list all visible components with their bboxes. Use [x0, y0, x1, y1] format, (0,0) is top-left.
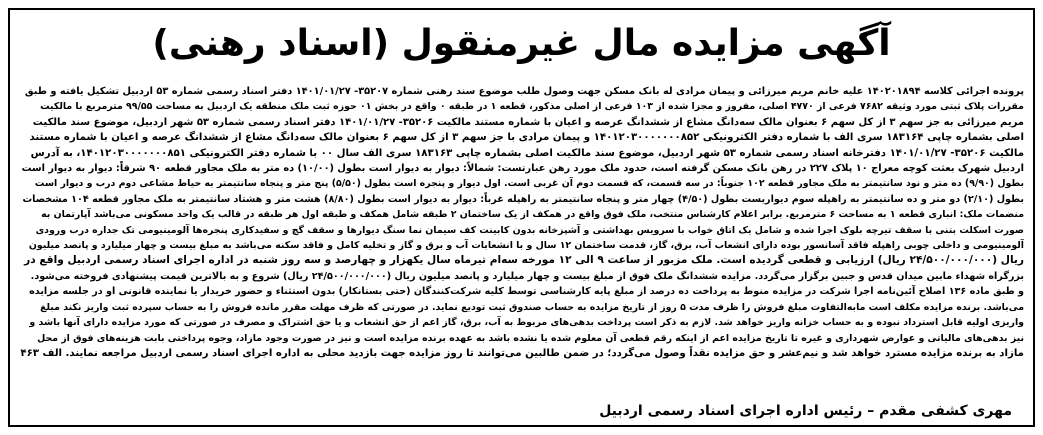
notice-body-line: مقررات پلاک ثبتی مورد وثیقه ۷۶۸۲ فرعی از ۴۷۷۰ اصلی، مفروز و مجزا شده از ۱۰۳ فرعی از اصلی مذکور، قطعه ۱ در طبقه ۰ واقع در بخش ۰۱ حوزه ثبت ملک منطقه یک اردبیل به مساحت ۹۹/۵۵ مترمربع با مالکیت	[40, 101, 1024, 113]
notice-body-line: اردبیل شهرک بعثت کوچه معراج ۱۰ پلاک ۲۲۷ در رهن بانک مسکن گرفته است، حدود ملک مورد رهن عبارتست: شمالاً: دیوار به دیوار است بطول (۱۰/۰۰) ده متر به ملک مجاور قطعه ۹۰ شرقاً: دیوار به دیوار است	[21, 163, 1024, 175]
notice-body-line: اصلی بشماره چاپی ۱۸۳۱۶۴ سری الف با شماره دفتر الکترونیکی ۱۴۰۱۲۰۳۰۰۰۰۰۰۰۸۵۲ و پیمان مرادی با جز سهم ۳ از کل سهم ۶ بعنوان مالک سه‌دانگ مشاع از ششدانگ عرصه و اعیان با شماره مستند	[29, 132, 1024, 144]
notice-body-line: مریم میرزائی به جز سهم ۳ از کل سهم ۶ بعنوان مالک سه‌دانگ مشاع از ششدانگ عرصه و اعیان با شماره مستند مالکیت ۳۵۲۰۶- ۱۴۰۱/۰۱/۲۷ دفتر اسناد رسمی شماره ۵۳ شهر اردبیل، موضوع سند مالکیت	[32, 116, 1024, 128]
notice-body-line: بطول (۹/۹۰) ده متر و نود سانتیمتر به ملک مجاور قطعه ۱۰۲ جنوباً: در سه قسمت، که قسمت دوم آن غربی است. اول دیوار و پنجره است بطول (۵/۵۰) پنج متر و پنجاه سانتیمتر به حیاط مشاعی دوم درب و دیوار است	[34, 178, 1024, 190]
notice-body-line: آلومینیومی و داخلی چوبی راهپله فاقد آسانسور بوده دارای انشعاب آب، برق، گاز، قدمت ساختمان ۱۲ سال و با انشعابات آب و برق و گاز و تخلیه کامل و فاقد سکنه می‌باشد به مبلغ بیست و چهار میلیارد و پانصد میلیون	[28, 240, 1024, 252]
notice-body-line: و طبق ماده ۱۳۶ اصلاح آئین‌نامه اجرا شرکت در مزایده منوط به پرداخت ده درصد از مبلغ پایه کارشناسی توسط کلیه شرکت‌کنندگان (حتی بستانکار) بدون استثناء و حضور خریدار یا نماینده قانونی او در جلسه مزایده	[29, 286, 1024, 298]
notice-body-line: مازاد به برنده مزایده مسترد خواهد شد و نیم‌عشر و حق مزایده نقداً وصول می‌گردد؛ در ضمن طالبین می‌توانند تا روز مزایده جهت بازدید محلی به اداره اجرای اسناد رسمی اردبیل مراجعه نمایند. الف ۴۶۳	[20, 347, 1024, 359]
notice-body-line: پرونده اجرائی کلاسه ۱۴۰۲۰۱۸۹۴ علیه خانم مریم میرزائی و پیمان مرادی له بانک مسکن جهت وصول طلب موضوع سند رهنی شماره ۳۵۲۰۷- ۱۴۰۱/۰۱/۲۷ دفتر اسناد رسمی شماره ۵۳ اردبیل تشکیل یافته و طبق	[24, 86, 1024, 97]
auction-notice	[8, 8, 1035, 427]
notice-title: آگهی مزایده مال غیرمنقول (اسناد رهنی)	[152, 23, 891, 64]
notice-body-line: بطول (۲/۱۰) دو متر و ده سانتیمتر به راهپله سوم دیواریست بطول (۴/۵۰) چهار متر و پنجاه سانتیمتر به راهپله غرباً: دیوار به دیوار است بطول (۸/۸۰) هشت متر و هشتاد سانتیمتر به ملک مجاور قطعه ۱۰۴ مشخصات	[22, 193, 1024, 205]
signature-row	[19, 401, 1024, 421]
notice-body	[19, 84, 1024, 361]
notice-body-line: منضمات ملک: انباری قطعه ۱ به مساحت ۶ مترمربع. برابر اعلام کارشناس منتخب، ملک فوق واقع در همکف از یک ساختمان ۲ طبقه شامل همکف و طبقه اول هر طبقه در قالب یک واحد مسکونی می‌باشد آپارتمان به	[41, 209, 1024, 221]
notice-body-line: واریزی اولیه قابل استرداد نبوده و به حساب خزانه واریز خواهد شد. لازم به ذکر است پرداخت بدهی‌های مربوط به آب، برق، گاز اعم از حق انشعاب و یا حق اشتراک و مصرف در صورتی که مورد مزایده دارای آنها باشد و	[29, 317, 1024, 329]
notice-body-line: بزرگراه شهداء مابین میدان قدس و جبین برگزار می‌گردد. مزایده ششدانگ ملک فوق از مبلغ بیست و چهار میلیارد و پانصد میلیون ریال (۲۴/۵۰۰/۰۰۰/۰۰۰ ریال) شروع و به بالاترین قیمت پیشنهادی فروخته می‌شود.	[30, 270, 1024, 282]
notice-body-line: ریال (۲۴/۵۰۰/۰۰۰/۰۰۰ ریال) ارزیابی و قطعی گردیده است. ملک مزبور از ساعت ۹ الی ۱۲ مورخه سه‌ام تیرماه سال یکهزار و چهارصد و سه روز شنبه در اداره اجرای اسناد رسمی اردبیل واقع در	[24, 254, 1024, 267]
notice-body-line: مالکیت ۳۵۲۰۶- ۱۴۰۱/۰۱/۲۷ دفترخانه اسناد رسمی شماره ۵۳ شهر اردبیل، موضوع سند مالکیت اصلی بشماره چاپی ۱۸۳۱۶۳ سری الف سال ۰۰ با شماره دفتر الکترونیکی ۱۴۰۱۲۰۳۰۰۰۰۰۰۰۸۵۱، به آدرس	[30, 147, 1024, 159]
notice-body-line: صورت اسکلت بتنی با سقف تیرچه بلوک اجرا شده و شامل یک اتاق خواب با سرویس بهداشتی و آشپزخانه بدون کابینت کف سیمان نما سنگ دیوارها و سقف گچ و سفیدکاری پنجره‌ها آلومینیومی تک جداره درب ورودی	[35, 224, 1024, 236]
notice-body-line: نیز بدهی‌های مالیاتی و عوارض شهرداری و غیره تا تاریخ مزایده اعم از اینکه رقم قطعی آن معلوم شده یا نشده باشد به عهده برنده مزایده است و نیز در صورت وجود مازاد، وجوه پرداختی بابت هزینه‌های فوق از محل	[37, 332, 1024, 344]
signature: مهری کشفی مقدم – رئیس اداره اجرای اسناد رسمی اردبیل	[599, 403, 1012, 419]
notice-body-line: می‌باشد. برنده مزایده مکلف است مابه‌التفاوت مبلغ فروش را ظرف مدت ۵ روز از تاریخ مزایده به حساب صندوق ثبت تودیع نماید. در صورتی که ظرف مهلت مقرر مانده فروش را به حساب سپرده ثبت واریز نکند مبلغ	[40, 301, 1024, 313]
